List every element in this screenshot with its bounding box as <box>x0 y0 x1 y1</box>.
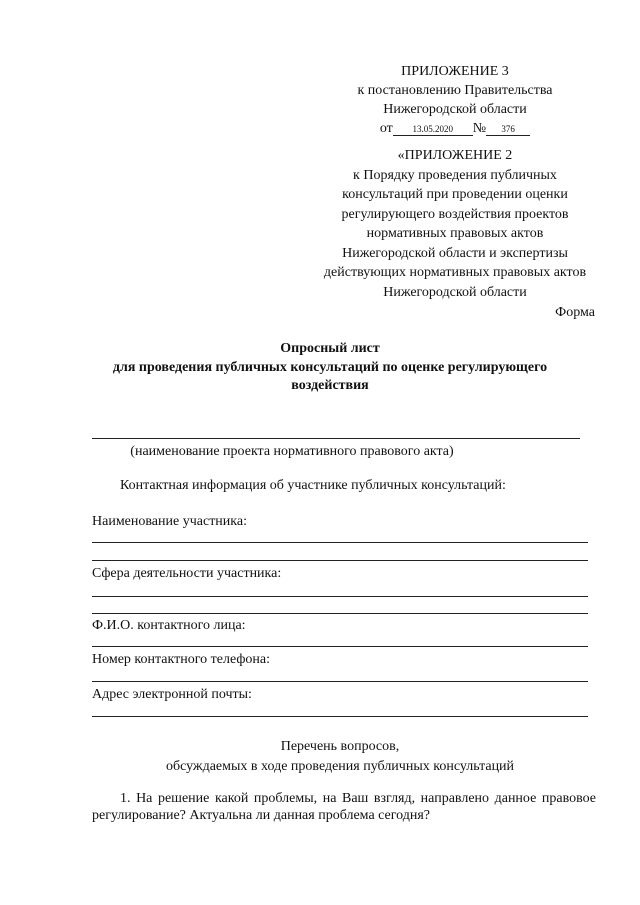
contact-person-line[interactable] <box>92 646 588 647</box>
sphere-line[interactable] <box>92 596 588 597</box>
appendix2-line: к Порядку проведения публичных <box>353 167 557 183</box>
heading-line2: для проведения публичных консультаций по оценке регулирующего <box>112 359 548 375</box>
form-heading <box>60 340 600 396</box>
heading-line1: Опросный лист <box>280 341 380 356</box>
phone-line[interactable] <box>92 681 588 682</box>
contact-intro: Контактная информация об участнике публичных консультаций: <box>120 478 506 493</box>
participant-line[interactable] <box>92 560 588 561</box>
question-1: 1. На решение какой проблемы, на Ваш взгляд, направлено данное правовое регулирование? Актуальна ли данная проблема сегодня? <box>92 791 596 823</box>
appendix2-line: действующих нормативных правовых актов <box>323 265 587 280</box>
appendix2-title: «ПРИЛОЖЕНИЕ 2 <box>397 148 513 163</box>
email-line[interactable] <box>92 716 588 717</box>
from-label: от <box>379 121 393 136</box>
act-name-line[interactable] <box>92 438 580 439</box>
appendix3-date-line <box>340 119 570 138</box>
appendix2-line: Нижегородской области и экспертизы <box>342 245 568 261</box>
appendix2-block <box>305 146 605 302</box>
participant-label: Наименование участника: <box>92 514 247 529</box>
appendix2-line: Нижегородской области <box>383 284 527 300</box>
participant-line[interactable] <box>92 542 588 543</box>
sphere-label: Сфера деятельности участника: <box>92 566 282 581</box>
email-label: Адрес электронной почты: <box>92 687 252 702</box>
phone-label: Номер контактного телефона: <box>92 652 270 667</box>
contact-person-label: Ф.И.О. контактного лица: <box>92 618 246 633</box>
date-value: 13.05.2020 <box>393 123 473 136</box>
questions-heading-line2: обсуждаемых в ходе проведения публичных консультаций <box>165 759 515 774</box>
appendix3-block <box>340 62 570 138</box>
appendix3-title: ПРИЛОЖЕНИЕ 3 <box>401 64 509 79</box>
heading-line3: воздействия <box>291 378 369 393</box>
appendix3-line1: к постановлению Правительства <box>357 83 553 98</box>
act-name-caption: (наименование проекта нормативного правового акта) <box>130 444 454 459</box>
appendix2-line: консультаций при проведении оценки <box>342 187 568 202</box>
form-label: Форма <box>555 305 595 320</box>
sphere-line[interactable] <box>92 613 588 614</box>
questions-heading-line1: Перечень вопросов, <box>280 739 400 754</box>
questions-heading <box>92 737 588 777</box>
appendix2-line: регулирующего воздействия проектов <box>341 206 569 222</box>
appendix3-line2: Нижегородской области <box>383 102 527 117</box>
number-value: 376 <box>486 123 530 136</box>
appendix2-line: нормативных правовых актов <box>366 226 544 241</box>
number-label: № <box>472 121 487 136</box>
